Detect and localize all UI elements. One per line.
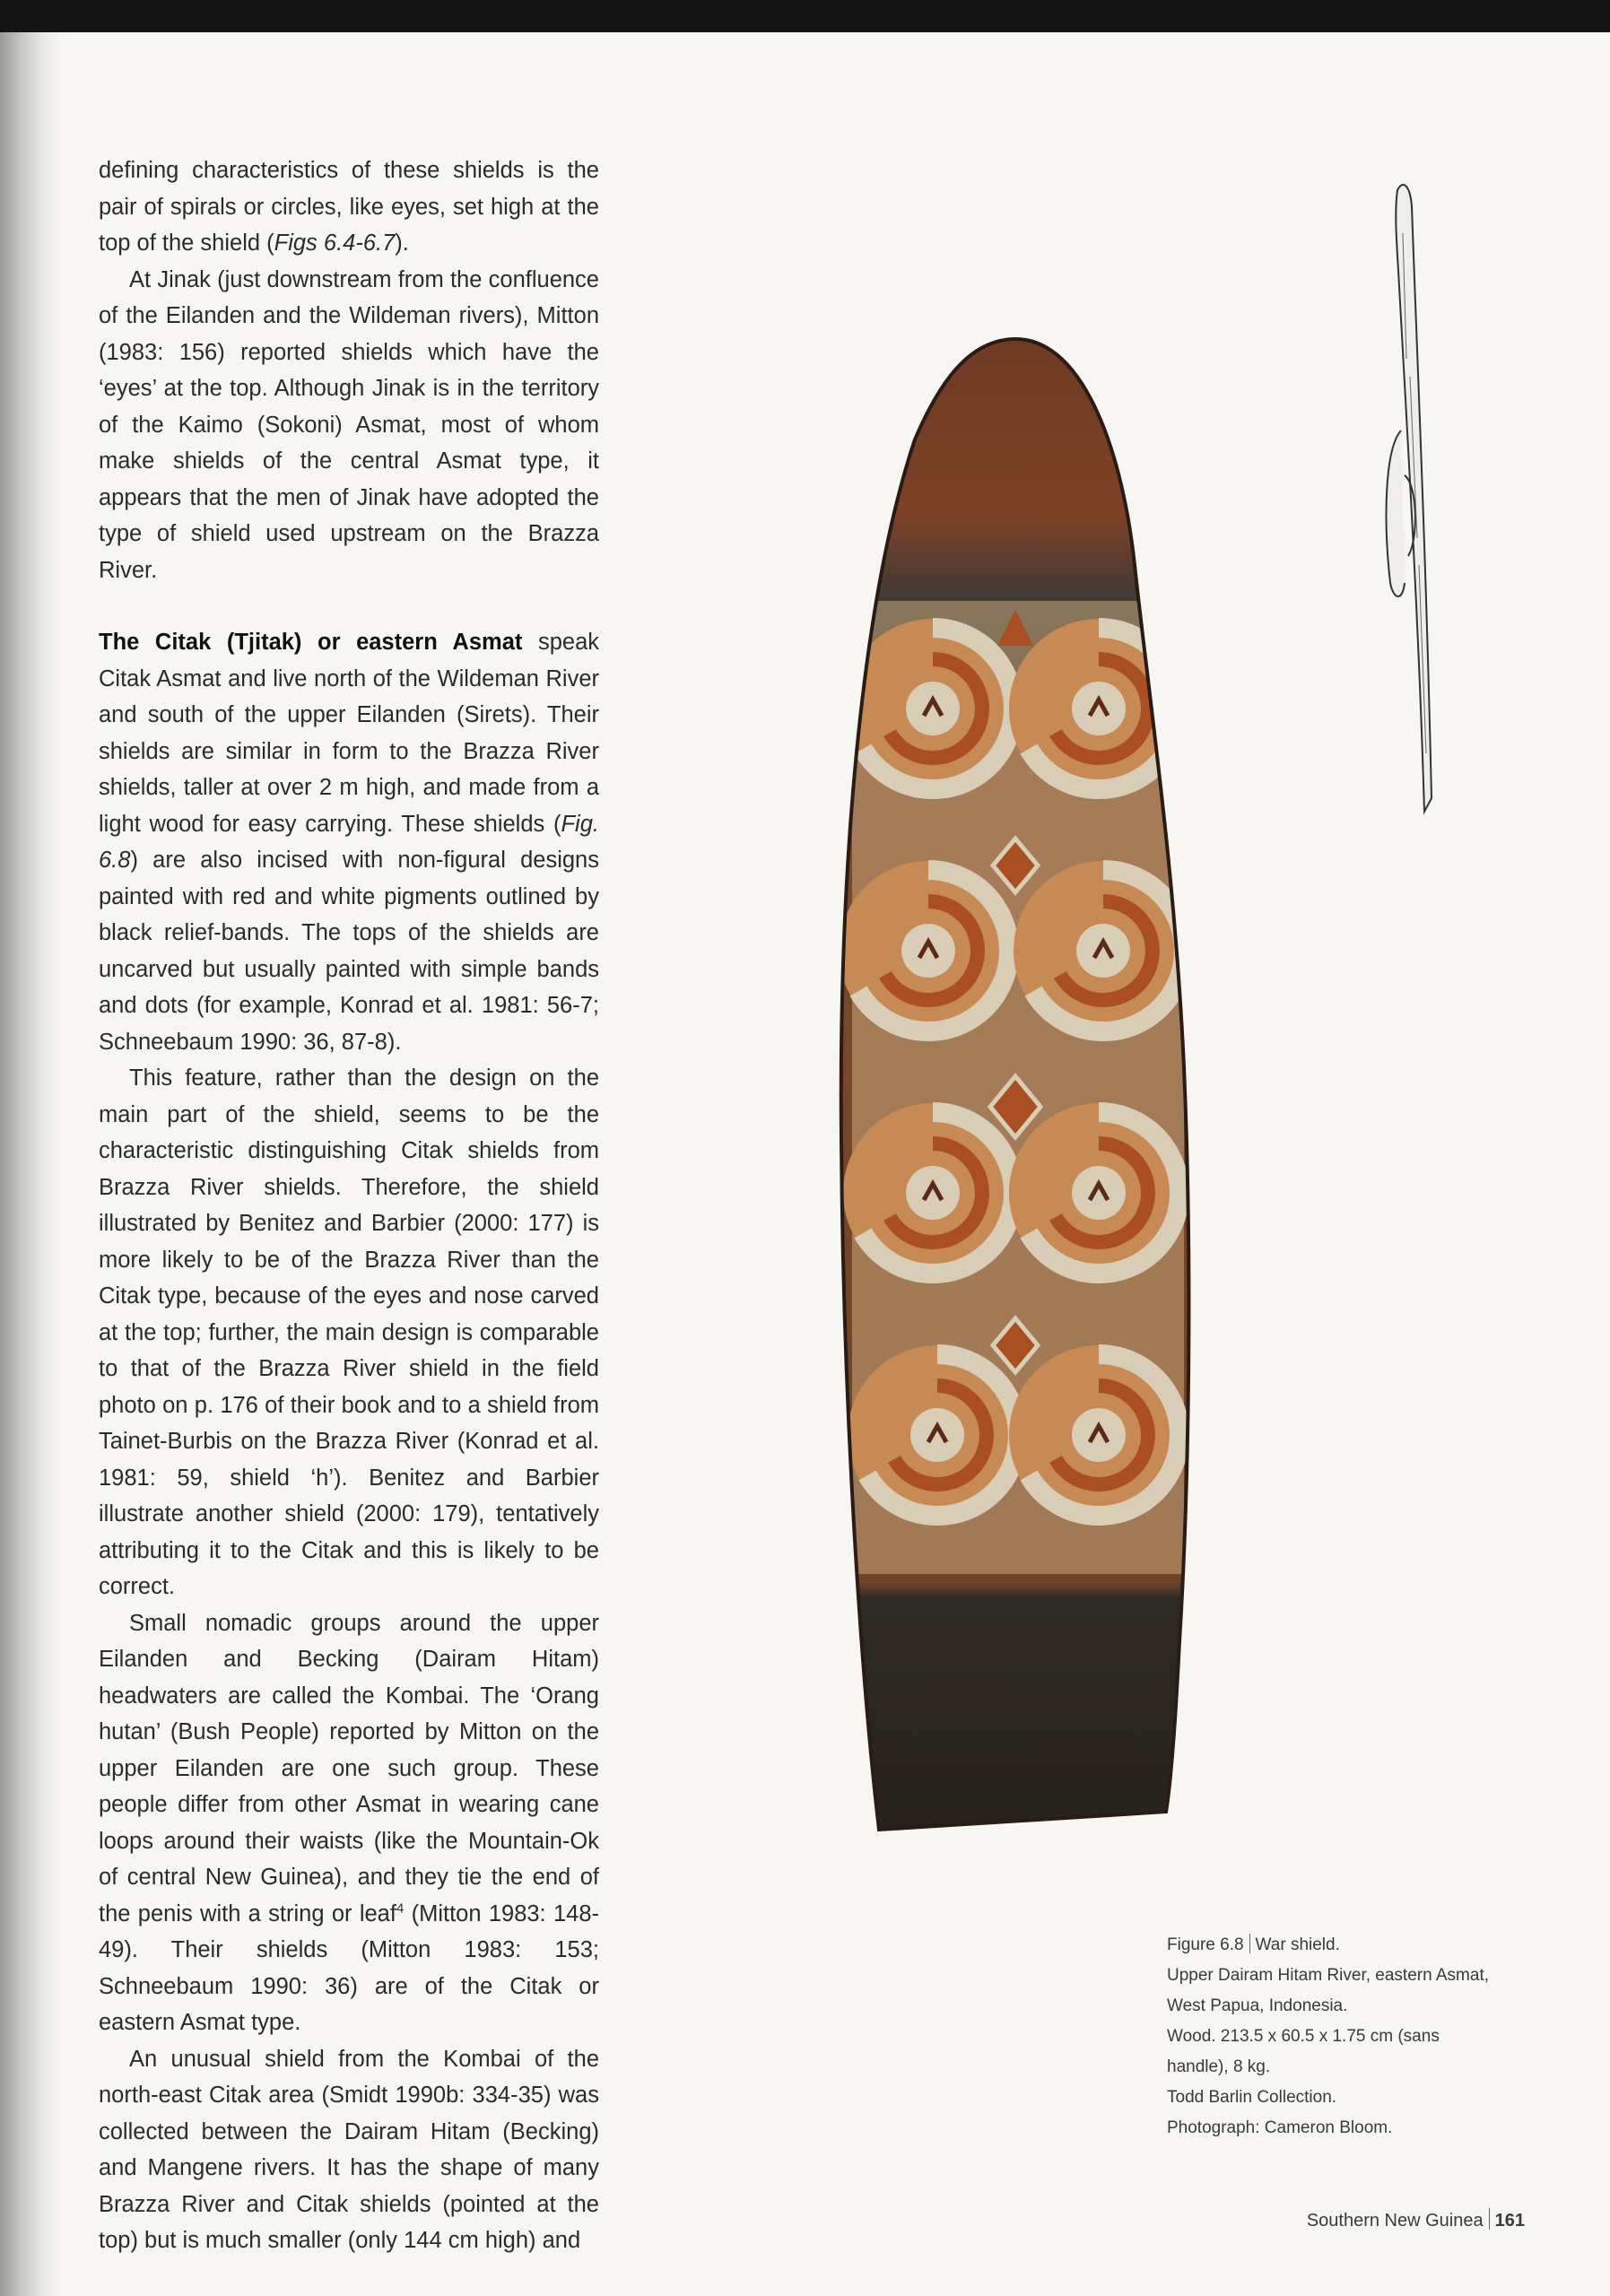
paragraph: An unusual shield from the Kombai of the north-east Citak area (Smidt 1990b: 334-35) was collected between the Dairam Hitam (Becking) and Mangene rivers. It has the shape of many Brazza River and Citak shields (pointed at the top) but is much smaller (only 144 cm high) and	[99, 2046, 599, 2253]
caption-line: handle), 8 kg.	[1167, 2057, 1271, 2076]
figure-reference: Fig. 6.8	[99, 811, 599, 873]
body-text-column	[99, 152, 599, 2259]
paragraph: Small nomadic groups around the upper Eilanden and Becking (Dairam Hitam) headwaters are called the Kombai. The ‘Orang hutan’ (Bush People) reported by Mitton on the upper Eilanden are one such group. These people differ from other Asmat in wearing cane loops around their waists (like the Mountain-Ok of central New Guinea), and they tie the end of the penis with a string or leaf$^4$ (Mitton 1983: 148-49). Their shields (Mitton 1983: 153; Schneebaum 1990: 36) are of the Citak or eastern Asmat type.	[99, 1610, 599, 2035]
running-footer	[1307, 2208, 1525, 2231]
section-name: Southern New Guinea	[1306, 2211, 1484, 2231]
footer-separator	[1489, 2208, 1490, 2230]
caption-line: Upper Dairam Hitam River, eastern Asmat,	[1167, 1966, 1490, 1985]
footnote-marker: 4	[396, 1900, 405, 1916]
shield-profile-drawing	[1372, 179, 1453, 825]
paragraph: defining characteristics of these shields is the pair of spirals or circles, like eyes, set high at the top of the shield (Figs 6.4-6.7).	[99, 158, 599, 256]
caption-title-line	[1167, 1930, 1526, 1961]
figure-reference: Figs 6.4-6.7	[274, 230, 396, 256]
paragraph: At Jinak (just downstream from the confluence of the Eilanden and the Wildeman rivers), Mitton (1983: 156) reported shields which have the ‘eyes’ at the top. Although Jinak is in the territory of the Kaimo (Sokoni) Asmat, most of whom make shields of the central Asmat type, it appears that the men of Jinak have adopted the type of shield used upstream on the Brazza River.	[99, 266, 599, 583]
figure-number: Figure 6.8	[1167, 1935, 1244, 1954]
caption-line: West Papua, Indonesia.	[1167, 1996, 1348, 2015]
caption-separator	[1249, 1934, 1250, 1953]
figure-title: War shield.	[1255, 1935, 1340, 1954]
figure-caption	[1167, 1930, 1526, 2144]
caption-line: Todd Barlin Collection.	[1167, 2088, 1337, 2107]
caption-line: Photograph: Cameron Bloom.	[1167, 2118, 1393, 2137]
section-heading-inline: The Citak (Tjitak) or eastern Asmat	[99, 630, 523, 655]
paragraph: This feature, rather than the design on the main part of the shield, seems to be the characteristic distinguishing Citak shields from Brazza River shields. Therefore, the shield illustrated by Benitez and Barbier (2000: 177) is more likely to be of the Brazza River than the Citak type, because of the eyes and nose carved at the top; further, the main design is comparable to that of the Brazza River shield in the field photo on p. 176 of their book and to a shield from Tainet-Burbis on the Brazza River (Konrad et al. 1981: 59, shield ‘h’). Benitez and Barbier illustrate another shield (2000: 179), tentatively attributing it to the Citak and this is likely to be correct.	[99, 1065, 599, 1599]
war-shield-photo	[825, 332, 1274, 1839]
book-gutter-shadow	[0, 32, 63, 2296]
scan-top-edge	[0, 0, 1610, 32]
page-number: 161	[1494, 2211, 1525, 2231]
caption-line: Wood. 213.5 x 60.5 x 1.75 cm (sans	[1167, 2027, 1440, 2046]
paragraph: The Citak (Tjitak) or eastern Asmat speak Citak Asmat and live north of the Wildeman River and south of the upper Eilanden (Sirets). Their shields are similar in form to the Brazza River shields, taller at over 2 m high, and made from a light wood for easy carrying. These shields (Fig. 6.8) are also incised with non-figural designs painted with red and white pigments outlined by black relief-bands. The tops of the shields are uncarved but usually painted with simple bands and dots (for example, Konrad et al. 1981: 56-7; Schneebaum 1990: 36, 87-8).	[99, 630, 599, 1055]
